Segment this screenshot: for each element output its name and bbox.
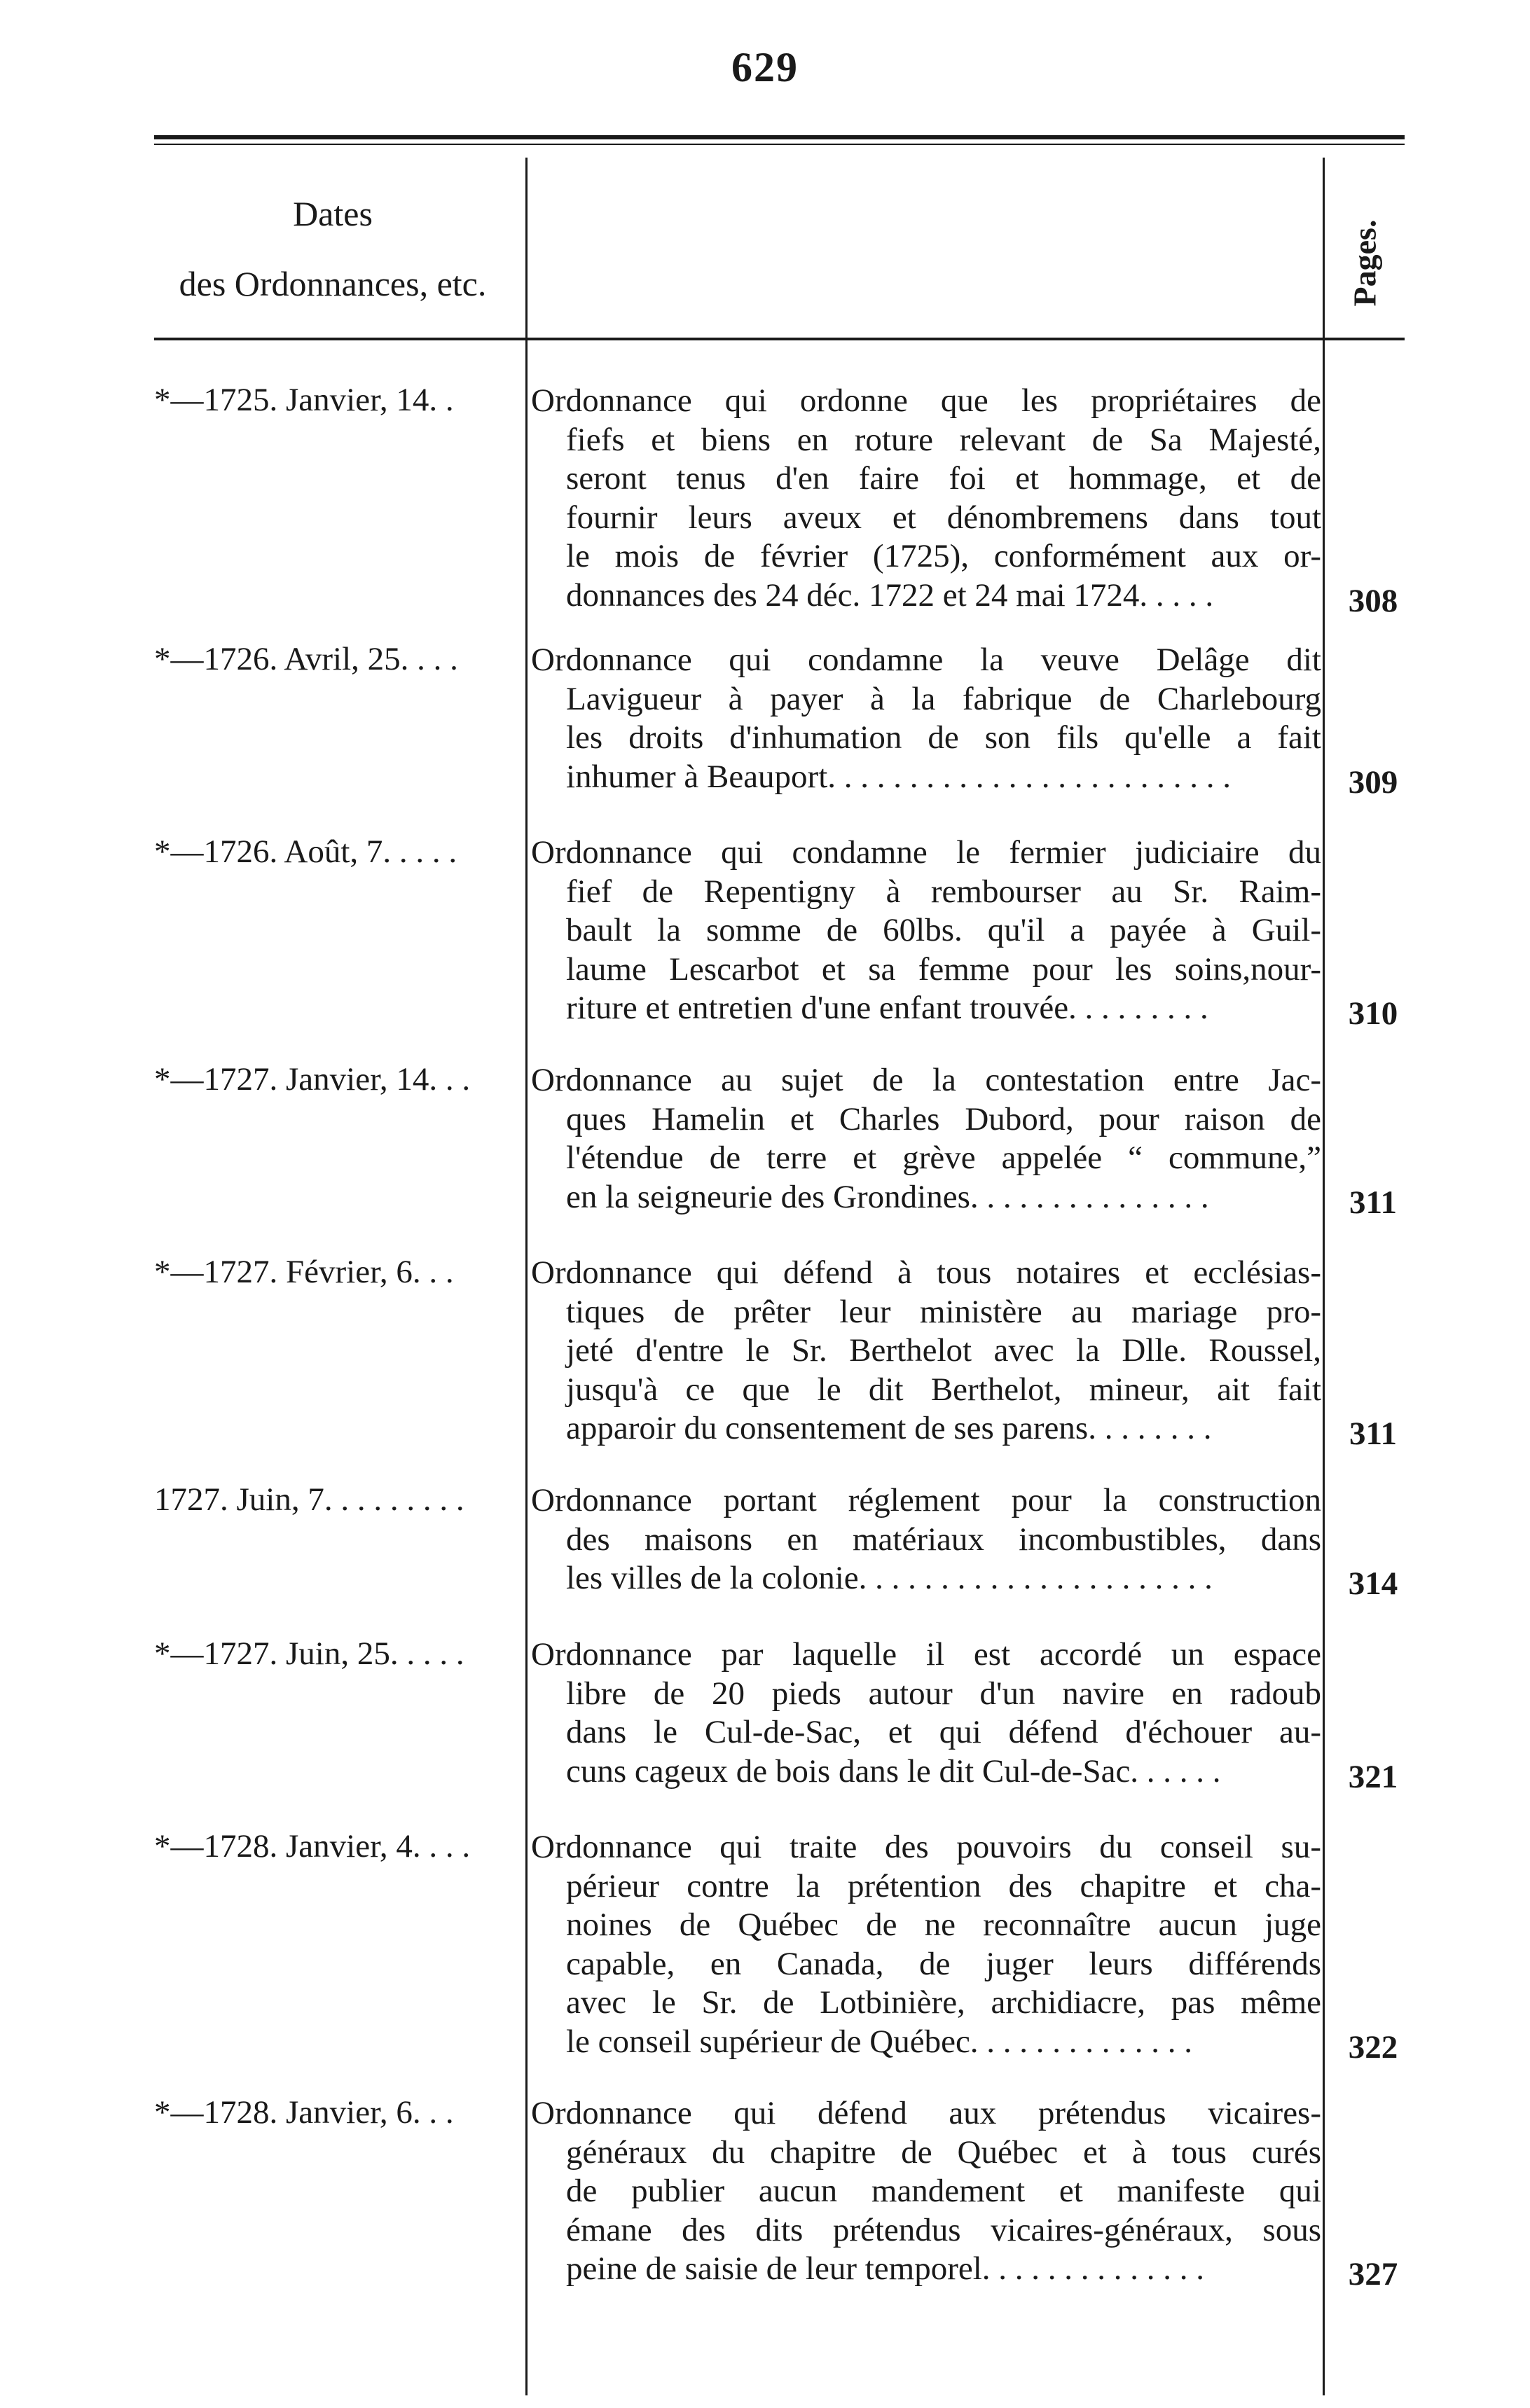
entry-page-number: 309: [1348, 763, 1398, 801]
entry-description-line: Ordonnance par laquelle il est accordé un espace: [531, 1636, 1321, 1673]
entry-date: *—1727. Février, 6. . .: [154, 1254, 454, 1290]
entry-description-line: cuns cageux de bois dans le dit Cul-de-Sac. . . . . .: [566, 1752, 1221, 1790]
entry-description-line: Ordonnance qui défend aux prétendus vicaires-: [531, 2095, 1321, 2131]
entry-date: *—1725. Janvier, 14. .: [154, 382, 454, 418]
entry-description-line: Ordonnance qui traite des pouvoirs du conseil su-: [531, 1829, 1321, 1865]
entry-date: *—1727. Juin, 25. . . . .: [154, 1635, 464, 1672]
entry-description-line: jusqu'à ce que le dit Berthelot, mineur, ait fait: [566, 1371, 1321, 1408]
entry-description-line: les villes de la colonie. . . . . . . . . . . . . . . . . . . . . .: [566, 1560, 1213, 1596]
entry-date: *—1728. Janvier, 4. . . .: [154, 1828, 471, 1864]
entry-date: 1727. Juin, 7. . . . . . . . .: [154, 1481, 464, 1518]
entry-description-line: noines de Québec de ne reconnaître aucun juge: [566, 1907, 1321, 1943]
header-rule: [154, 338, 1405, 340]
entry-description: [531, 382, 1321, 615]
entry-description: [531, 2094, 1321, 2289]
entry-description-line: les droits d'inhumation de son fils qu'elle a fait: [566, 719, 1321, 756]
column-divider-right: [1323, 158, 1325, 2395]
entry-description-line: en la seigneurie des Grondines. . . . . . . . . . . . . . .: [566, 1178, 1209, 1215]
entry-description-line: laume Lescarbot et sa femme pour les soins,nour-: [566, 950, 1321, 988]
entry-description-line: seront tenus d'en faire foi et hommage, et de: [566, 460, 1321, 497]
entry-description-line: Lavigueur à payer à la fabrique de Charlebourg: [566, 680, 1321, 717]
entry-date: *—1727. Janvier, 14. . .: [154, 1061, 471, 1098]
entry-description-line: de publier aucun mandement et manifeste qui: [566, 2173, 1321, 2209]
page-number: 629: [731, 44, 799, 90]
top-rule-thin: [154, 144, 1405, 145]
header-dates-line2: des Ordonnances, etc.: [179, 264, 487, 303]
entry-description-line: peine de saisie de leur temporel. . . . . . . . . . . . . .: [566, 2250, 1205, 2287]
entry-description-line: Ordonnance qui condamne le fermier judiciaire du: [531, 834, 1321, 871]
entry-description-line: des maisons en matériaux incombustibles, dans: [566, 1521, 1321, 1558]
entry-page-number: 308: [1348, 582, 1398, 619]
entry-description-line: ques Hamelin et Charles Dubord, pour raison de: [566, 1100, 1321, 1137]
entry-description: [531, 641, 1321, 796]
entry-page-number: 310: [1348, 995, 1398, 1032]
entry-page-number: 311: [1349, 1184, 1397, 1221]
entry-description-line: libre de 20 pieds autour d'un navire en radoub: [566, 1675, 1321, 1712]
entry-description-line: bault la somme de 60lbs. qu'il a payée à Guil-: [566, 912, 1321, 948]
entry-description: [531, 1635, 1321, 1791]
entry-page-number: 321: [1348, 1758, 1398, 1795]
header-dates-line1: Dates: [293, 194, 373, 233]
entry-description-line: Ordonnance qui ordonne que les propriétaires de: [531, 382, 1321, 419]
entry-description-line: riture et entretien d'une enfant trouvée. . . . . . . . .: [566, 990, 1208, 1026]
entry-description-line: périeur contre la prétention des chapitre et cha-: [566, 1867, 1321, 1904]
entry-description-line: jeté d'entre le Sr. Berthelot avec la Dlle. Roussel,: [566, 1332, 1321, 1369]
entry-page-number: 311: [1349, 1416, 1397, 1452]
entry-description-line: Ordonnance qui condamne la veuve Delâge dit: [531, 642, 1321, 678]
entry-page-number: 327: [1348, 2256, 1398, 2292]
entry-description-line: apparoir du consentement de ses parens. . . . . . . .: [566, 1410, 1212, 1446]
entry-date: *—1728. Janvier, 6. . .: [154, 2094, 454, 2131]
entry-description: [531, 1828, 1321, 2061]
entry-description-line: Ordonnance au sujet de la contestation entre Jac-: [531, 1062, 1321, 1098]
entry-description-line: Ordonnance portant réglement pour la construction: [531, 1482, 1321, 1518]
entry-description-line: donnances des 24 déc. 1722 et 24 mai 1724. . . . .: [566, 576, 1214, 614]
entry-description: [531, 833, 1321, 1028]
entry-description-line: fief de Repentigny à rembourser au Sr. Raim-: [566, 873, 1321, 910]
header-dates: [151, 179, 515, 319]
entry-page-number: 314: [1348, 1565, 1398, 1602]
entry-description-line: avec le Sr. de Lotbinière, archidiacre, pas même: [566, 1984, 1321, 2021]
entry-description-line: le mois de février (1725), conformément aux or-: [566, 538, 1321, 574]
entry-description: [531, 1481, 1321, 1598]
entry-description-line: émane des dits prétendus vicaires-généraux, sous: [566, 2211, 1321, 2248]
entry-date: *—1726. Avril, 25. . . .: [154, 641, 458, 677]
top-rule-thick: [154, 135, 1405, 139]
entry-description-line: fournir leurs aveux et dénombremens dans tout: [566, 499, 1321, 536]
entry-description-line: généraux du chapitre de Québec et à tous curés: [566, 2133, 1321, 2171]
entry-description: [531, 1061, 1321, 1217]
entry-description-line: Ordonnance qui défend à tous notaires et ecclésias-: [531, 1254, 1321, 1291]
header-pages-label: Pages.: [1346, 219, 1383, 306]
column-divider-left: [525, 158, 528, 2395]
entry-page-number: 322: [1348, 2028, 1398, 2066]
entry-description-line: inhumer à Beauport. . . . . . . . . . . . . . . . . . . . . . . . .: [566, 758, 1232, 795]
entry-description-line: l'étendue de terre et grève appelée “ commune,”: [566, 1140, 1321, 1176]
entry-date: *—1726. Août, 7. . . . .: [154, 833, 457, 870]
entry-description: [531, 1254, 1321, 1448]
header-pages: [1344, 196, 1386, 329]
entry-description-line: le conseil supérieur de Québec. . . . . . . . . . . . . .: [566, 2023, 1193, 2060]
entry-description-line: capable, en Canada, de juger leurs différends: [566, 1945, 1321, 1982]
entry-description-line: fiefs et biens en roture relevant de Sa Majesté,: [566, 421, 1321, 458]
entry-description-line: tiques de prêter leur ministère au mariage pro-: [566, 1293, 1321, 1330]
entry-description-line: dans le Cul-de-Sac, et qui défend d'échouer au-: [566, 1714, 1321, 1750]
